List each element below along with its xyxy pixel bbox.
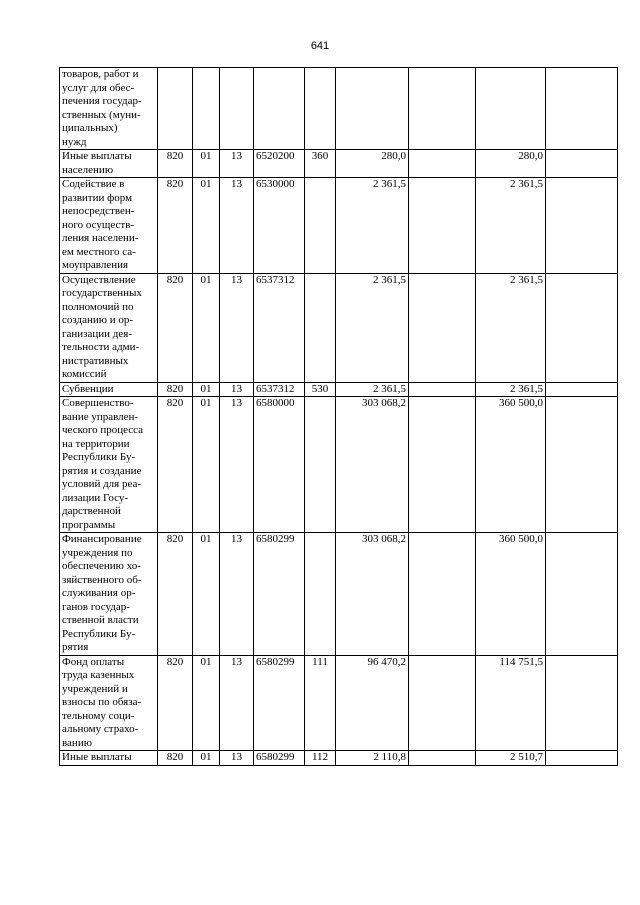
- empty-column-cell: [409, 751, 476, 766]
- sum-year2-cell: 2 361,5: [476, 382, 546, 397]
- section-code-cell: 01: [193, 273, 220, 382]
- sum-year2-cell: 360 500,0: [476, 533, 546, 656]
- subsection-code-cell: 13: [220, 273, 254, 382]
- target-article-cell: 6580299: [254, 751, 305, 766]
- section-code-cell: 01: [193, 150, 220, 178]
- sum-year1-cell: [336, 68, 409, 150]
- table-row: [60, 382, 618, 397]
- empty-column-cell: [546, 382, 618, 397]
- subsection-code-cell: 13: [220, 655, 254, 751]
- sum-year2-cell: 280,0: [476, 150, 546, 178]
- sum-year1-cell: 2 361,5: [336, 273, 409, 382]
- expense-type-cell: [305, 533, 336, 656]
- ministry-code-cell: 820: [158, 751, 193, 766]
- ministry-code-cell: [158, 68, 193, 150]
- expense-type-cell: 112: [305, 751, 336, 766]
- expense-type-cell: [305, 273, 336, 382]
- target-article-cell: 6580299: [254, 533, 305, 656]
- sum-year1-cell: 303 068,2: [336, 397, 409, 533]
- empty-column-cell: [546, 273, 618, 382]
- subsection-code-cell: 13: [220, 751, 254, 766]
- empty-column-cell: [546, 397, 618, 533]
- sum-year2-cell: 2 361,5: [476, 178, 546, 274]
- section-code-cell: [193, 68, 220, 150]
- ministry-code-cell: 820: [158, 178, 193, 274]
- empty-column-cell: [409, 150, 476, 178]
- ministry-code-cell: 820: [158, 655, 193, 751]
- target-article-cell: 6580000: [254, 397, 305, 533]
- sum-year1-cell: 303 068,2: [336, 533, 409, 656]
- empty-column-cell: [409, 655, 476, 751]
- table-row: [60, 178, 618, 274]
- sum-year2-cell: 114 751,5: [476, 655, 546, 751]
- ministry-code-cell: 820: [158, 397, 193, 533]
- sum-year1-cell: 280,0: [336, 150, 409, 178]
- section-code-cell: 01: [193, 178, 220, 274]
- table-row: [60, 150, 618, 178]
- subsection-code-cell: 13: [220, 150, 254, 178]
- empty-column-cell: [546, 655, 618, 751]
- target-article-cell: 6520200: [254, 150, 305, 178]
- row-name-cell: Совершенство- вание управлен- ческого процесса на территории Республики Бу- рятия и создание условий для реа- лизации Госу- дарственной программы: [60, 397, 158, 533]
- empty-column-cell: [409, 382, 476, 397]
- target-article-cell: 6530000: [254, 178, 305, 274]
- table-row: [60, 397, 618, 533]
- row-name-cell: Финансирование учреждения по обеспечению хо- зяйственного об- служивания ор- ганов государ- ственной власти Республики Бу- рятия: [60, 533, 158, 656]
- subsection-code-cell: 13: [220, 397, 254, 533]
- subsection-code-cell: 13: [220, 178, 254, 274]
- sum-year1-cell: 2 361,5: [336, 178, 409, 274]
- section-code-cell: 01: [193, 382, 220, 397]
- sum-year2-cell: 2 361,5: [476, 273, 546, 382]
- empty-column-cell: [409, 68, 476, 150]
- expense-type-cell: [305, 68, 336, 150]
- expense-type-cell: [305, 397, 336, 533]
- table-body: [60, 68, 618, 766]
- row-name-cell: Иные выплаты: [60, 751, 158, 766]
- row-name-cell: Субвенции: [60, 382, 158, 397]
- subsection-code-cell: 13: [220, 382, 254, 397]
- section-code-cell: 01: [193, 655, 220, 751]
- target-article-cell: 6537312: [254, 273, 305, 382]
- budget-table: [59, 67, 618, 766]
- sum-year1-cell: 2 110,8: [336, 751, 409, 766]
- sum-year1-cell: 96 470,2: [336, 655, 409, 751]
- expense-type-cell: 111: [305, 655, 336, 751]
- table-row: [60, 655, 618, 751]
- sum-year2-cell: [476, 68, 546, 150]
- table-row: [60, 751, 618, 766]
- section-code-cell: 01: [193, 533, 220, 656]
- target-article-cell: 6537312: [254, 382, 305, 397]
- subsection-code-cell: 13: [220, 533, 254, 656]
- row-name-cell: товаров, работ и услуг для обес- печения государ- ственных (муни- ципальных) нужд: [60, 68, 158, 150]
- row-name-cell: Фонд оплаты труда казенных учреждений и взносы по обяза- тельному соци- альному страхо- ванию: [60, 655, 158, 751]
- ministry-code-cell: 820: [158, 382, 193, 397]
- expense-type-cell: 530: [305, 382, 336, 397]
- table-row: [60, 533, 618, 656]
- empty-column-cell: [409, 273, 476, 382]
- empty-column-cell: [546, 533, 618, 656]
- sum-year2-cell: 2 510,7: [476, 751, 546, 766]
- row-name-cell: Содействие в развитии форм непосредствен- ного осуществ- ления населени- ем местного са- моуправления: [60, 178, 158, 274]
- empty-column-cell: [409, 397, 476, 533]
- empty-column-cell: [546, 68, 618, 150]
- ministry-code-cell: 820: [158, 533, 193, 656]
- page-number: 641: [310, 40, 330, 52]
- expense-type-cell: [305, 178, 336, 274]
- empty-column-cell: [546, 150, 618, 178]
- empty-column-cell: [546, 751, 618, 766]
- row-name-cell: Иные выплаты населению: [60, 150, 158, 178]
- empty-column-cell: [409, 178, 476, 274]
- section-code-cell: 01: [193, 397, 220, 533]
- section-code-cell: 01: [193, 751, 220, 766]
- target-article-cell: [254, 68, 305, 150]
- ministry-code-cell: 820: [158, 150, 193, 178]
- target-article-cell: 6580299: [254, 655, 305, 751]
- expense-type-cell: 360: [305, 150, 336, 178]
- ministry-code-cell: 820: [158, 273, 193, 382]
- sum-year1-cell: 2 361,5: [336, 382, 409, 397]
- empty-column-cell: [409, 533, 476, 656]
- table-row: [60, 273, 618, 382]
- subsection-code-cell: [220, 68, 254, 150]
- row-name-cell: Осуществление государственных полномочий по созданию и ор- ганизации дея- тельности адми- нистративных комиссий: [60, 273, 158, 382]
- table-row: [60, 68, 618, 150]
- sum-year2-cell: 360 500,0: [476, 397, 546, 533]
- empty-column-cell: [546, 178, 618, 274]
